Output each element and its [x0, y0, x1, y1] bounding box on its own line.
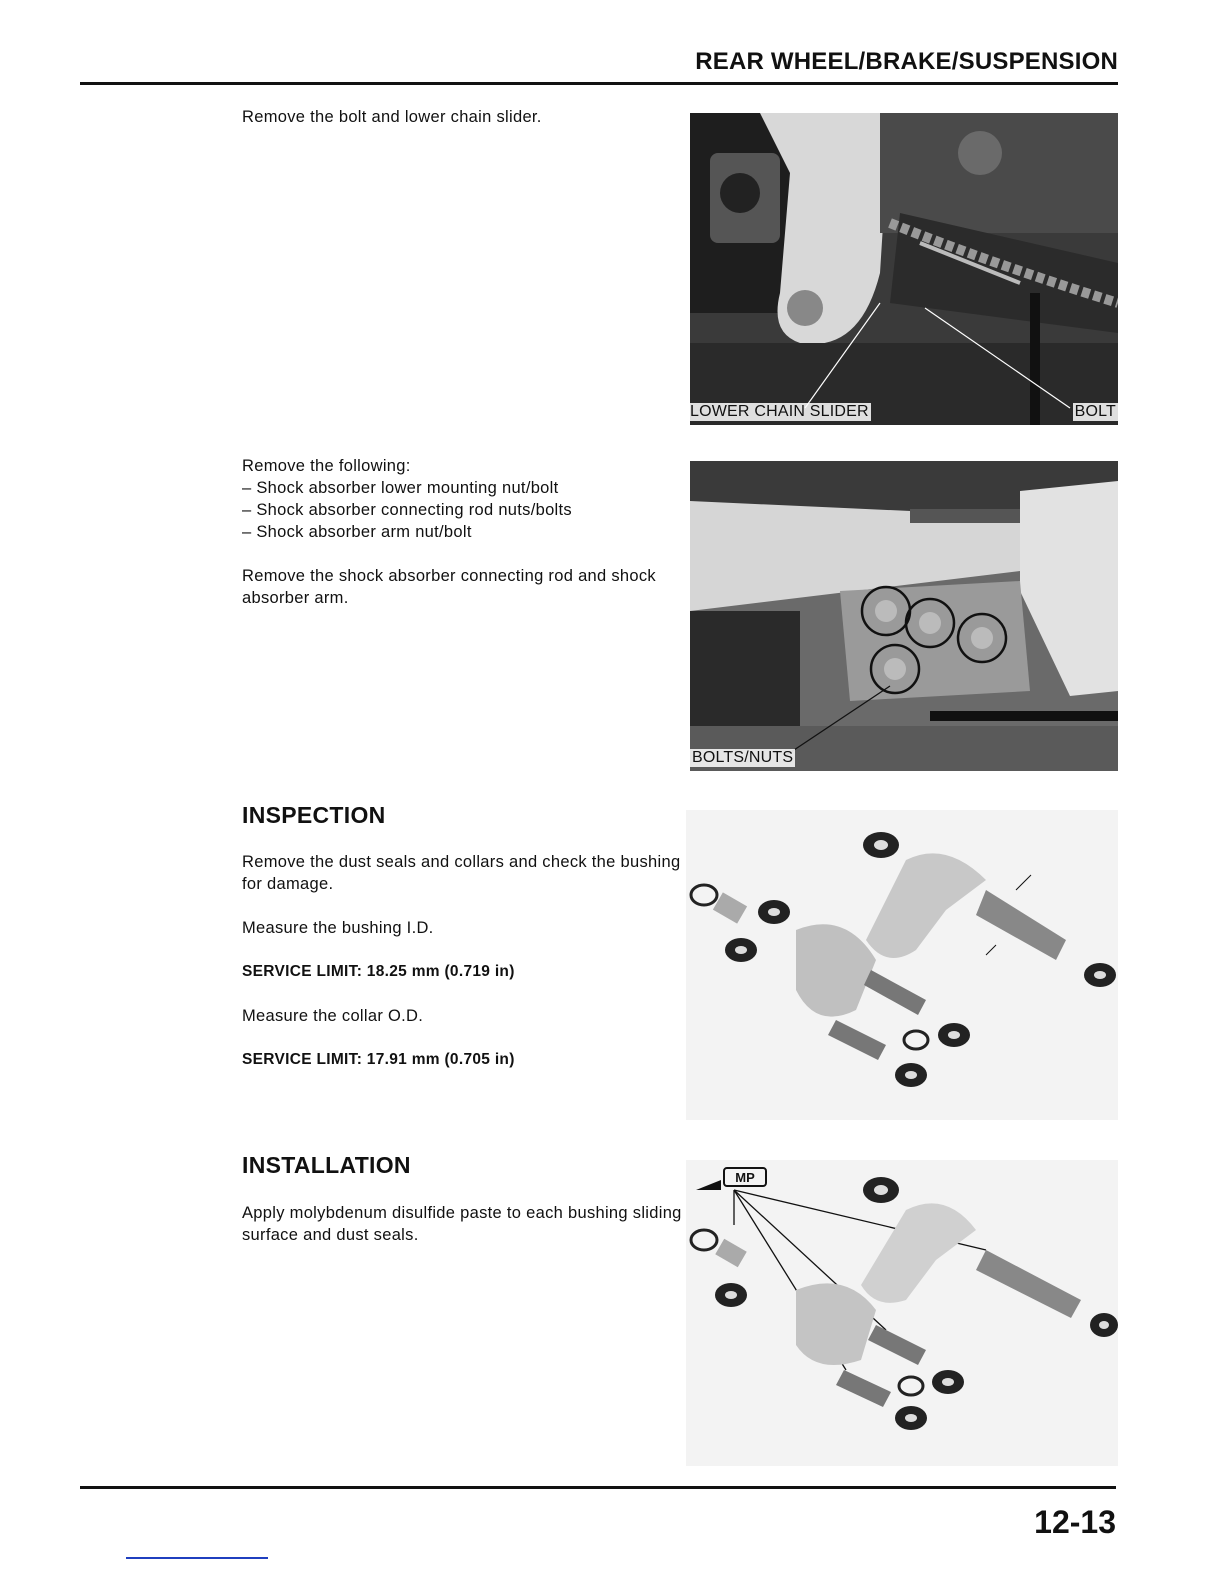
installation-text: Apply molybdenum disulfide paste to each bushing sliding surface and dust seals.: [242, 1204, 682, 1244]
service-limit-value: 17.91 mm (0.705 in): [366, 1051, 515, 1068]
step2-item: – Shock absorber lower mounting nut/bolt: [242, 479, 559, 497]
caption-bolts-nuts: BOLTS/NUTS: [692, 749, 794, 766]
header-rule: [80, 82, 1118, 85]
step2-item: – Shock absorber connecting rod nuts/bolts: [242, 501, 572, 519]
page-header-title: REAR WHEEL/BRAKE/SUSPENSION: [695, 48, 1118, 75]
service-limit-label: SERVICE LIMIT:: [242, 1051, 363, 1068]
inspection-heading: INSPECTION: [242, 802, 386, 828]
photo-chain-slider: [690, 113, 1118, 425]
step1-text: Remove the bolt and lower chain slider.: [242, 108, 542, 126]
inspection-text: Remove the dust seals and collars and check the bushing for damage.: [242, 853, 681, 893]
service-limit-label: SERVICE LIMIT:: [242, 963, 363, 980]
step2-text: Remove the shock absorber connecting rod and shock absorber arm.: [242, 567, 656, 607]
mp-paste-icon: MP: [735, 1170, 755, 1185]
service-limit-collar: [242, 1049, 682, 1071]
link-underline[interactable]: [126, 1557, 268, 1559]
caption-lower-chain-slider: LOWER CHAIN SLIDER: [690, 403, 869, 420]
photo-shock-linkage: [690, 461, 1118, 771]
service-limit-bushing: [242, 961, 682, 983]
installation-heading: INSTALLATION: [242, 1152, 411, 1178]
inspection-text: Measure the bushing I.D.: [242, 919, 434, 937]
caption-bolt: BOLT: [1074, 403, 1116, 420]
illustration-inspection-parts: [686, 810, 1118, 1120]
footer-rule: [80, 1486, 1116, 1489]
step2-intro: Remove the following:: [242, 457, 411, 475]
inspection-text: Measure the collar O.D.: [242, 1007, 424, 1025]
page-number: 12-13: [1034, 1504, 1116, 1540]
illustration-installation-parts: [686, 1160, 1118, 1466]
step2-item: – Shock absorber arm nut/bolt: [242, 523, 472, 541]
service-limit-value: 18.25 mm (0.719 in): [366, 963, 515, 980]
